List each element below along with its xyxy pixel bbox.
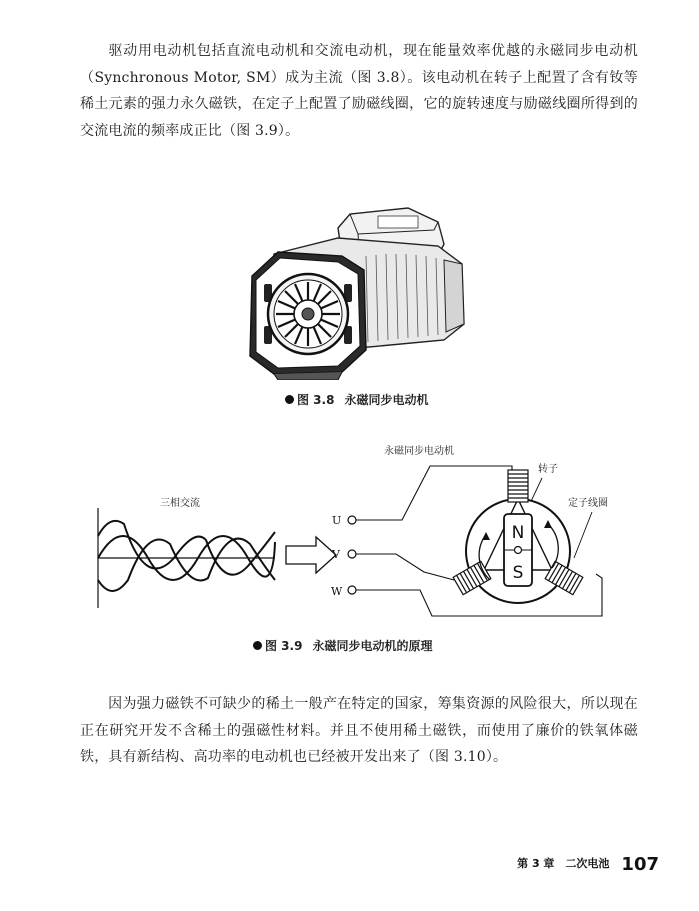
chapter-label: 第 3 章 二次电池 [517,857,610,870]
figure-3-8-title: 永磁同步电动机 [344,393,429,407]
caption-bullet [253,641,262,650]
terminal-v [348,550,356,558]
three-phase-waveform [98,508,275,608]
terminal-u [348,516,356,524]
figure-3-9-number: 图 3.9 [265,639,303,653]
rotor-label: 转子 [538,464,558,475]
figure-3-8-caption [285,391,428,408]
sm-principle-diagram [90,440,620,630]
three-phase-label: 三相交流 [160,498,200,509]
paragraph-1-text: 驱动用电动机包括直流电动机和交流电动机，现在能量效率优越的永磁同步电动机（Synchronous Motor, SM）成为主流（图 3.8）。该电动机在转子上配置了含有钕等稀土元素的强力永久磁铁，在定子上配置了励磁线圈，它的旋转速度与励磁线圈所得到的交流电流的频率成正比（图 3.9）。 [80,43,638,139]
figure-3-9-caption [253,637,432,654]
figure-3-8-number: 图 3.8 [297,393,335,407]
terminal-w-label: W [331,585,343,598]
caption-bullet [285,395,294,404]
body-paragraph-1 [80,38,638,144]
paragraph-2-text: 因为强力磁铁不可缺少的稀土一般产在特定的国家，筹集资源的风险很大，所以现在正在研究开发不含稀土的强磁性材料。并且不使用稀土磁铁，而使用了廉价的铁氧体磁铁，具有新结构、高功率的电动机也已经被开发出来了（图 3.10）。 [80,696,638,765]
terminal-w [348,586,356,594]
page-number: 107 [621,854,659,875]
right-arrow-icon [286,537,336,573]
stator-coil-label: 定子线圈 [568,498,608,509]
rotor-south-pole: S [512,563,524,583]
terminal-v-label: V [332,548,340,561]
motor-illustration [238,200,470,380]
body-paragraph-2 [80,691,638,771]
figure-3-9-title: 永磁同步电动机的原理 [312,639,433,653]
page-footer [517,854,659,875]
motor-label: 永磁同步电动机 [384,446,454,457]
rotor-north-pole: N [511,523,525,543]
terminal-u-label: U [332,514,342,527]
